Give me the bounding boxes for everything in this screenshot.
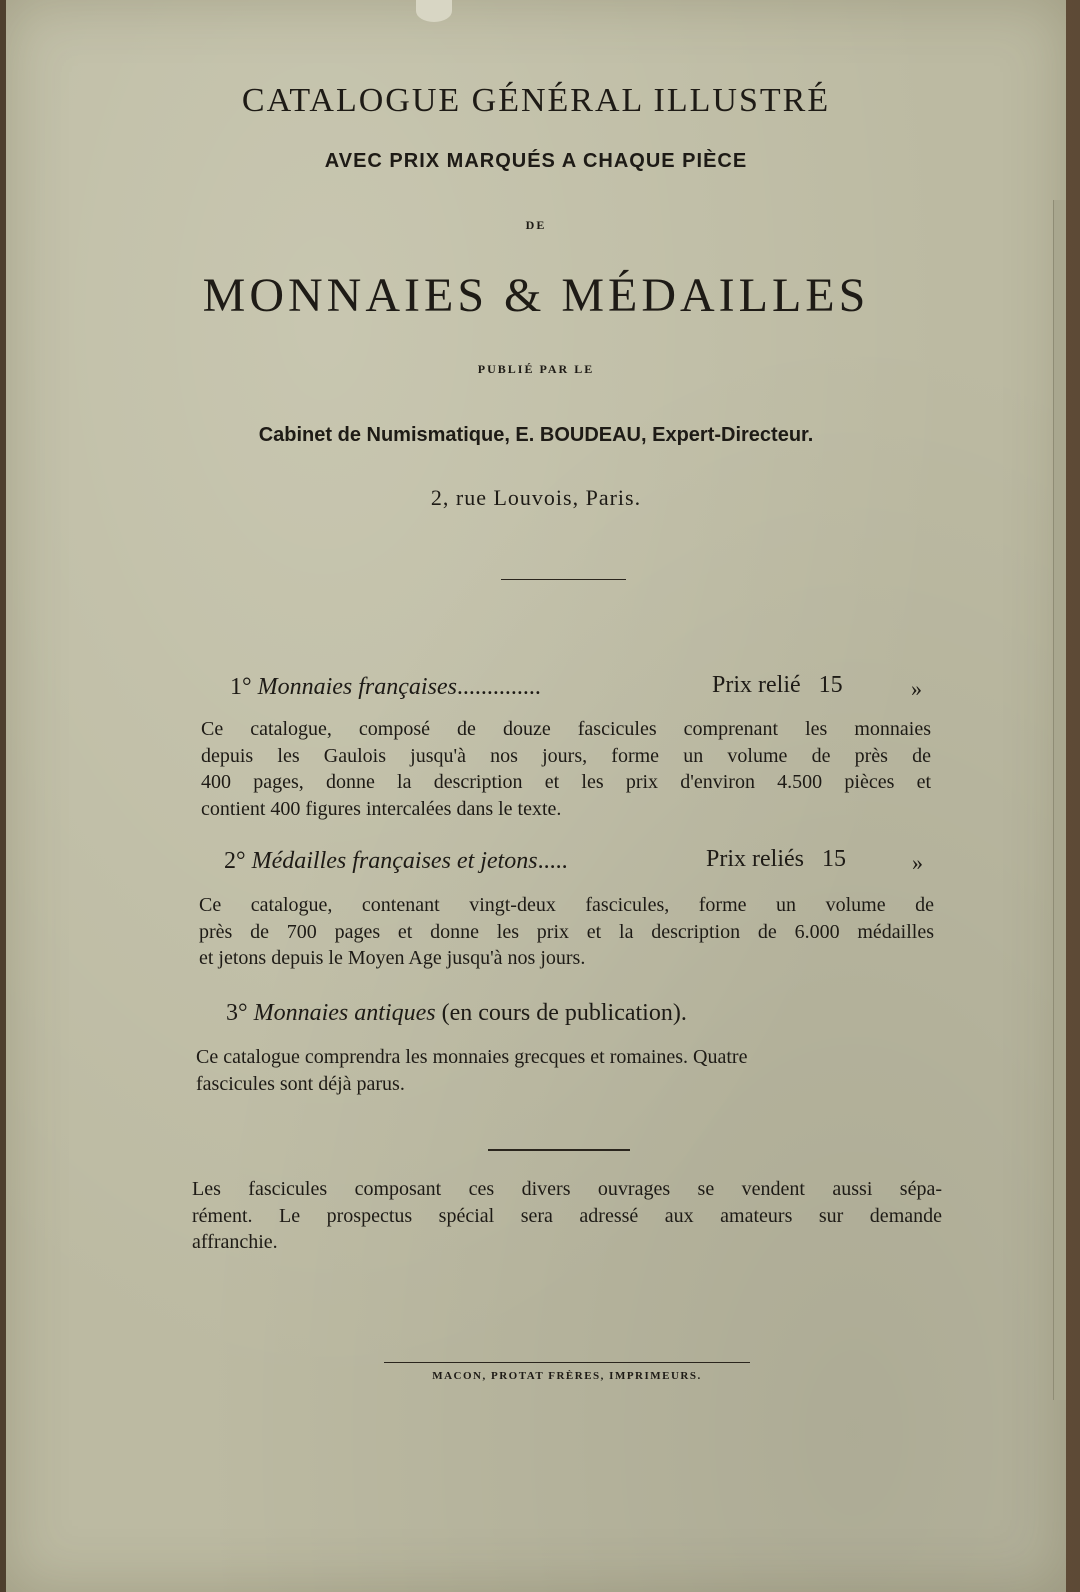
divider-rule <box>501 579 626 580</box>
description-line: près de 700 pages et donne les prix et la description de 6.000 médailles <box>199 920 934 943</box>
entry-1-heading <box>230 674 541 701</box>
description-line: depuis les Gaulois jusqu'à nos jours, forme un volume de près de <box>201 744 931 767</box>
entry-title: Monnaies françaises <box>257 674 457 700</box>
price-value: 15 <box>821 846 846 872</box>
address: 2, rue Louvois, Paris. <box>430 485 642 510</box>
description-line: Ce catalogue comprendra les monnaies grecques et romaines. Quatre <box>196 1046 748 1068</box>
paper-tear <box>416 0 452 22</box>
publisher: Cabinet de Numismatique, E. BOUDEAU, Expert-Directeur. <box>258 424 814 446</box>
paper-edge <box>1053 200 1066 1400</box>
entry-leader: ..... <box>537 848 568 874</box>
divider-rule <box>488 1149 630 1151</box>
footer-line: rément. Le prospectus spécial sera adressé aux amateurs sur demande <box>192 1204 942 1227</box>
entry-title: Médailles françaises et jetons <box>251 848 538 874</box>
entry-note: (en cours de publication). <box>441 1000 687 1026</box>
footer-line: Les fascicules composant ces divers ouvrages se vendent aussi sépa- <box>192 1178 942 1200</box>
entry-2-heading <box>224 848 568 875</box>
imprint-rule <box>384 1362 750 1363</box>
title-line-1: CATALOGUE GÉNÉRAL ILLUSTRÉ <box>241 82 831 119</box>
description-line: et jetons depuis le Moyen Age jusqu'à nos jours. <box>199 947 586 969</box>
description-line: fascicules sont déjà parus. <box>196 1072 405 1095</box>
price-value: 15 <box>818 672 843 698</box>
price-label: Prix relié <box>712 672 801 698</box>
description-line: 400 pages, donne la description et les prix d'environ 4.500 pièces et <box>201 771 931 793</box>
entry-title: Monnaies antiques <box>253 1000 436 1026</box>
title-line-3: DE <box>525 218 547 232</box>
title-line-2: AVEC PRIX MARQUÉS A CHAQUE PIÈCE <box>324 150 748 172</box>
main-title: MONNAIES & MÉDAILLES <box>202 269 870 322</box>
description-line: Ce catalogue, composé de douze fascicules comprenant les monnaies <box>201 718 931 740</box>
footer-line: affranchie. <box>192 1231 278 1253</box>
description-line: contient 400 figures intercalées dans le texte. <box>201 797 562 820</box>
entry-1-price <box>712 672 843 699</box>
currency-mark: » <box>912 850 923 875</box>
entry-number: 2° <box>224 848 246 874</box>
printer-imprint: MACON, PROTAT FRÈRES, IMPRIMEURS. <box>432 1370 702 1382</box>
entry-2-description <box>199 892 934 972</box>
price-label: Prix reliés <box>706 846 804 872</box>
description-line: Ce catalogue, contenant vingt-deux fascicules, forme un volume de <box>199 894 934 916</box>
footer-note <box>192 1176 942 1256</box>
published-by: PUBLIÉ PAR LE <box>477 362 595 376</box>
entry-3-heading <box>226 1000 687 1027</box>
entry-number: 3° <box>226 1000 248 1026</box>
entry-1-description <box>201 716 931 822</box>
entry-number: 1° <box>230 674 252 700</box>
entry-3-description <box>196 1044 936 1097</box>
entry-2-price <box>706 846 846 873</box>
entry-leader: .............. <box>456 674 541 700</box>
currency-mark: » <box>911 676 922 701</box>
catalogue-page <box>6 0 1066 1592</box>
